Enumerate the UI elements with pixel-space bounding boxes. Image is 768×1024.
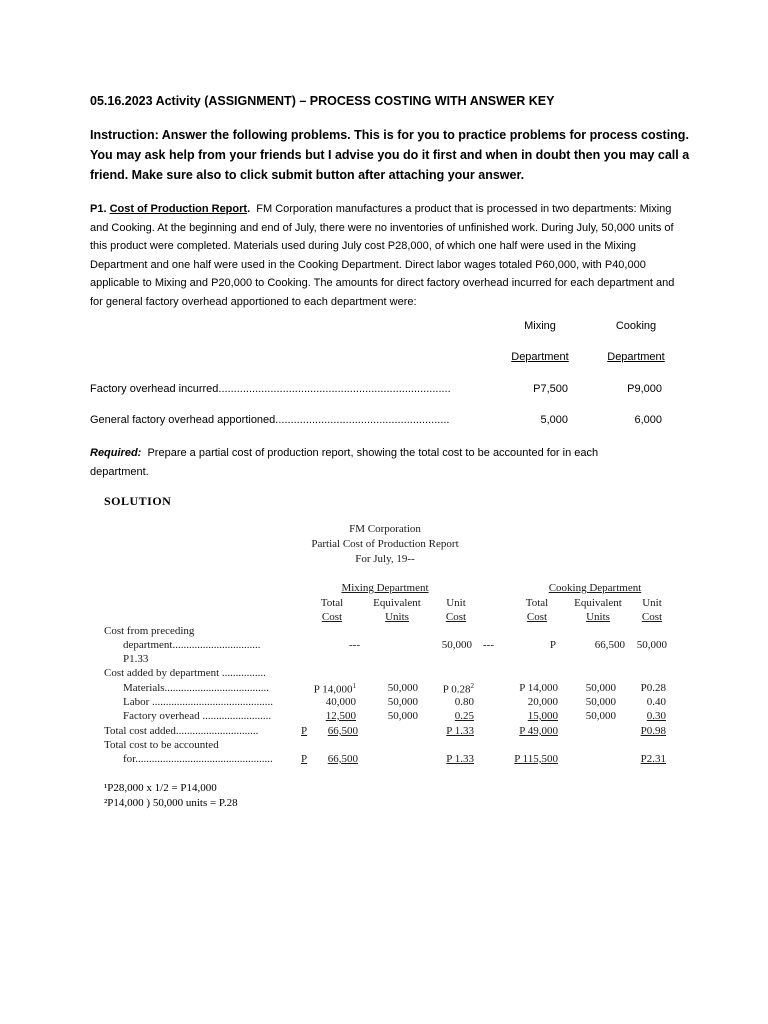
report-company: FM Corporation (349, 523, 421, 535)
row-preceding-label-3: P1.33 (123, 653, 149, 665)
cook-mat-unit: P0.28 (640, 682, 666, 694)
mix-pre-total: --- (349, 639, 360, 651)
mix-acct-unit: P 1.33 (446, 753, 474, 765)
cook-mat-equiv: 50,000 (585, 682, 616, 694)
overhead-row-incurred-cooking: P9,000 (627, 383, 662, 395)
cook-acct-unit: P2.31 (640, 753, 666, 765)
row-materials-label: Materials...................................... (123, 682, 270, 694)
mix-col-equiv-2: Units (385, 611, 409, 623)
required-label: Required: (90, 447, 142, 459)
cook-col-unit-1: Unit (642, 597, 662, 609)
cook-lab-total: 20,000 (527, 696, 558, 708)
row-total-acct-label-2: for.................................................. (123, 753, 273, 765)
mix-pre-equiv: 50,000 (441, 639, 472, 651)
overhead-col-mixing-line1: Mixing (524, 320, 556, 332)
cook-pre-unit: 50,000 (636, 639, 667, 651)
row-preceding-label-2: department................................ (123, 639, 261, 651)
mix-mat-equiv: 50,000 (387, 682, 418, 694)
mix-col-unit-1: Unit (446, 597, 466, 609)
document-title: 05.16.2023 Activity (ASSIGNMENT) – PROCESS COSTING WITH ANSWER KEY (90, 94, 555, 108)
mix-added-total: 66,500 (327, 725, 358, 737)
required-paragraph (90, 444, 650, 481)
mix-col-total-2: Cost (321, 611, 343, 623)
overhead-row-apportioned-label: General factory overhead apportioned......................................................... (90, 414, 450, 426)
report-period: For July, 19-- (355, 553, 415, 565)
mix-col-unit-2: Cost (445, 611, 467, 623)
row-labor-label: Labor ............................................ (123, 696, 274, 708)
cook-col-equiv-2: Units (586, 611, 610, 623)
overhead-row-apportioned-mixing: 5,000 (540, 414, 568, 426)
report-title: Partial Cost of Production Report (311, 538, 459, 550)
overhead-col-cooking-line1: Cooking (615, 320, 657, 332)
problem-heading: Cost of Production Report (109, 203, 248, 215)
row-overhead-label: Factory overhead ......................... (123, 710, 272, 722)
cook-added-total: P 49,000 (519, 725, 558, 737)
cook-oh-unit: 0.30 (646, 710, 666, 722)
mix-added-p: P (301, 725, 308, 737)
solution-heading: SOLUTION (104, 494, 172, 508)
mix-lab-total: 40,000 (325, 696, 356, 708)
mix-col-equiv-1: Equivalent (373, 597, 421, 609)
mixing-dept-header: Mixing Department (341, 582, 429, 594)
overhead-col-cooking-line2: Department (607, 351, 665, 363)
mix-oh-total: 12,500 (325, 710, 356, 722)
row-preceding-label-1: Cost from preceding (104, 625, 195, 637)
mix-lab-unit: 0.80 (454, 696, 474, 708)
mix-col-total-1: Total (320, 597, 344, 609)
mix-oh-unit: 0.25 (454, 710, 474, 722)
mix-acct-total: 66,500 (327, 753, 358, 765)
required-text: Prepare a partial cost of production report, showing the total cost to be accounted for in each department. (90, 447, 599, 478)
overhead-col-mixing-line2: Department (511, 351, 569, 363)
cook-col-total-1: Total (525, 597, 549, 609)
cook-col-unit-2: Cost (641, 611, 663, 623)
problem-body: FM Corporation manufactures a product that is processed in two departments: Mixing and Cooking. At the beginning and end of July, there were no inventories of unfinished work. During July, 50,000 units of this product were completed. Materials used during July cost P28,000, of which one half were used in the Mixing Department and one half were used in the Cooking Department. Direct labor wages totaled P60,000, with P40,000 applicable to Mixing and P20,000 to Cooking. The amounts for direct factory overhead incurred for each department and for general factory overhead apportioned to each department were: (90, 203, 675, 308)
row-total-acct-label-1: Total cost to be accounted (104, 739, 219, 751)
cook-lab-unit: 0.40 (646, 696, 666, 708)
footnote-1: ¹P28,000 x 1/2 = P14,000 (104, 782, 217, 794)
cook-pre-total: P (549, 639, 556, 651)
cook-col-equiv-1: Equivalent (574, 597, 622, 609)
problem-number: P1. (90, 203, 107, 215)
mix-lab-equiv: 50,000 (387, 696, 418, 708)
cook-acct-total: P 115,500 (514, 753, 558, 765)
row-added-label: Cost added by department ................ (104, 667, 266, 679)
mix-oh-equiv: 50,000 (387, 710, 418, 722)
mix-mat-unit: P 0.28$^2$ (442, 682, 474, 696)
cook-oh-total: 15,000 (527, 710, 558, 722)
mix-added-unit: P 1.33 (446, 725, 474, 737)
overhead-row-incurred-mixing: P7,500 (533, 383, 568, 395)
problem-p1: P1. Cost of Production Report. FM Corporation manufactures a product that is processed in two departments: Mixing and Cooking. At the beginning and end of July, there were no inventories of unfinished work. During July, 50,000 units of this product were completed. Materials used during July cost P28,000, of which one half were used in the Mixing Department and one half were used in the Cooking Department. Direct labor wages totaled P60,000, with P40,000 applicable to Mixing and P20,000 to Cooking. The amounts for direct factory overhead incurred for each department and for general factory overhead apportioned to each department were: (90, 203, 675, 308)
footnote-2: ²P14,000 ) 50,000 units = P.28 (104, 797, 238, 809)
mix-pre-unit: --- (483, 639, 494, 651)
cook-pre-equiv: 66,500 (594, 639, 625, 651)
cook-col-total-2: Cost (526, 611, 548, 623)
overhead-row-incurred-label: Factory overhead incurred............................................................................ (90, 383, 451, 395)
mix-mat-total: P 14,000$^1$ (313, 682, 356, 696)
cook-mat-total: P 14,000 (519, 682, 558, 694)
cooking-dept-header: Cooking Department (548, 582, 642, 594)
instruction-paragraph: Instruction: Answer the following problems. This is for you to practice problems for process costing. You may ask help from your friends but I advise you do it first and when in doubt then you may call a friend. Make sure also to click submit button after attaching your answer. (90, 128, 690, 182)
cook-oh-equiv: 50,000 (585, 710, 616, 722)
cook-lab-equiv: 50,000 (585, 696, 616, 708)
overhead-row-apportioned-cooking: 6,000 (634, 414, 662, 426)
cook-added-unit: P0.98 (640, 725, 666, 737)
mix-acct-p: P (301, 753, 308, 765)
row-total-added-label: Total cost added.............................. (104, 725, 259, 737)
